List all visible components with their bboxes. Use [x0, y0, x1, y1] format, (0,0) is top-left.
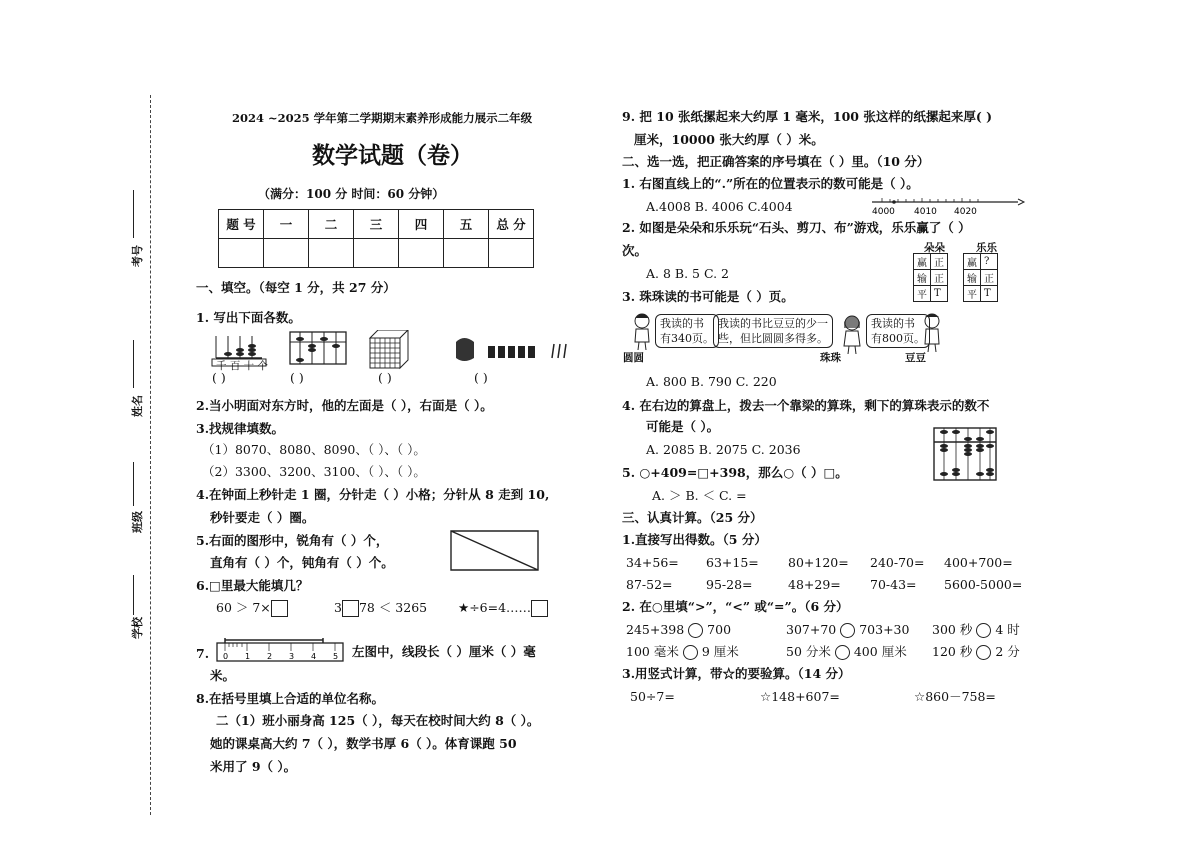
- ruler-label: 3: [289, 652, 295, 661]
- p1-q7-number: 7.: [196, 646, 210, 661]
- score-cell[interactable]: [219, 239, 264, 268]
- p1-q4a: 4.在钟面上秒针走 1 圈，分针走（ ）小格；分针从 8 走到 10,: [196, 487, 550, 502]
- triangle-figure: [448, 528, 544, 574]
- tally-cell: 正: [931, 254, 948, 270]
- ruler-figure: [215, 635, 347, 665]
- score-value-row: [219, 239, 534, 268]
- p1-q1: 1. 写出下面各数。: [196, 310, 301, 325]
- part2-heading: 二、选一选，把正确答案的序号填在（ ）里。（10 分）: [622, 154, 930, 169]
- p1-q8a: 二（1）班小丽身高 125（ ），每天在校时间大约 8（ ）。: [216, 713, 540, 728]
- ones-sticks-icon: [552, 344, 566, 358]
- score-cell[interactable]: [354, 239, 399, 268]
- q6a-text: 60 ＞ 7×: [216, 600, 271, 615]
- p1-q5b: 直角有（ ）个，钝角有（ ）个。: [210, 555, 394, 570]
- p1-q3: 3.找规律填数。: [196, 421, 285, 436]
- score-header-cell: 一: [264, 210, 309, 239]
- kid-name: 圆圆: [623, 352, 644, 364]
- q6c-text: ★÷6=4……: [458, 600, 532, 615]
- calc-item: 48+29=: [788, 577, 841, 592]
- tens-rods-icon: [488, 346, 535, 358]
- calc-item: 5600-5000=: [944, 577, 1023, 592]
- score-header-cell: 二: [309, 210, 354, 239]
- compare-left: 245+398: [626, 622, 685, 637]
- numline-label: 4010: [914, 207, 937, 217]
- p3-q1: 1.直接写出得数。（5 分）: [622, 532, 767, 547]
- p1-q8c: 米用了 9（ ）。: [210, 759, 297, 774]
- compare-right: 2 分: [995, 644, 1020, 659]
- p1-q6b: [334, 600, 427, 617]
- kid-name: 珠珠: [820, 352, 841, 364]
- kid-name: 豆豆: [905, 352, 926, 364]
- q6b-pre: 3: [334, 600, 342, 615]
- yuanyuan-kid-icon: [630, 312, 654, 352]
- compare-right: 703+30: [859, 622, 910, 637]
- tally-cell: 输: [964, 270, 981, 286]
- score-cell[interactable]: [264, 239, 309, 268]
- p2-q4a: 4. 在右边的算盘上，拨去一个靠梁的算珠，剩下的算珠表示的数不: [622, 398, 990, 413]
- zhuzhu-bubble: [713, 314, 833, 348]
- thousand-cube-icon: [370, 330, 408, 368]
- lele-name: 乐乐: [976, 242, 997, 254]
- ruler-label: 5: [333, 652, 339, 661]
- hundreds-blocks-icon: [456, 338, 474, 361]
- p1-q1-blank[interactable]: ( ): [212, 370, 226, 385]
- exam-meta: （满分：100 分 时间：60 分钟）: [258, 187, 445, 201]
- p2-q3-options: A. 800 B. 790 C. 220: [646, 374, 777, 389]
- number-line-figure: [868, 194, 1028, 218]
- compare-left: 300 秒: [932, 622, 973, 637]
- bubble-line: 些，但比圆圆多得多。: [718, 332, 828, 345]
- lele-tally-table: [963, 253, 998, 302]
- calc-item: 70-43=: [870, 577, 917, 592]
- bubble-line: 有800页。: [871, 332, 925, 345]
- compare-right: 400 厘米: [853, 644, 907, 659]
- vertical-calc-item: 50÷7=: [630, 689, 675, 704]
- calc-item: 80+120=: [788, 555, 849, 570]
- p1-q8b: 她的课桌高大约 7（ ），数学书厚 6（ ）。体育课跑 50: [210, 736, 517, 751]
- compare-item: [932, 644, 1020, 660]
- tally-cell: T: [981, 286, 998, 302]
- p2-q5-options: A. ＞ B. ＜ C. =: [652, 488, 747, 503]
- score-cell[interactable]: [444, 239, 489, 268]
- answer-box[interactable]: [342, 600, 359, 617]
- compare-circle[interactable]: [976, 645, 991, 660]
- doudou-kid-icon: [920, 312, 944, 354]
- p1-q1-blank[interactable]: ( ): [378, 370, 392, 385]
- tally-cell: 正: [981, 270, 998, 286]
- compare-circle[interactable]: [683, 645, 698, 660]
- p2-q1-options: A.4008 B. 4006 C.4004: [646, 199, 793, 214]
- tally-cell: 平: [914, 286, 931, 302]
- xuexiao-label: 学校: [131, 617, 144, 639]
- p1-q7-text2: 米。: [210, 668, 236, 683]
- exam-subtitle: 2024 ~2025 学年第二学期期末素养形成能力展示二年级: [232, 111, 533, 125]
- part3-heading: 三、认真计算。（25 分）: [622, 510, 763, 525]
- score-header-cell: 总 分: [489, 210, 534, 239]
- calc-item: 87-52=: [626, 577, 673, 592]
- numline-label: 4000: [872, 207, 895, 217]
- score-header-row: [219, 210, 534, 239]
- calc-item: 400+700=: [944, 555, 1013, 570]
- p1-q3a: （1）8070、8080、8090、（ ）、（ ）。: [202, 442, 426, 457]
- p2-q2b: 次。: [622, 243, 648, 258]
- score-cell[interactable]: [489, 239, 534, 268]
- score-cell[interactable]: [309, 239, 354, 268]
- p2-q2-options: A. 8 B. 5 C. 2: [646, 266, 729, 281]
- compare-item: [932, 622, 1020, 638]
- p1-q1-blank[interactable]: ( ): [474, 370, 488, 385]
- ruler-label: 2: [267, 652, 273, 661]
- calc-item: 63+15=: [706, 555, 759, 570]
- tally-cell: T: [931, 286, 948, 302]
- score-header-cell: 五: [444, 210, 489, 239]
- answer-box[interactable]: [531, 600, 548, 617]
- p2-q4b: 可能是（ ）。: [646, 419, 720, 434]
- vertical-calc-item: ☆860－758=: [914, 689, 996, 704]
- abacus-place-labels: 千 百 十 个: [216, 360, 269, 372]
- p2-q3: 3. 珠珠读的书可能是（ ）页。: [622, 289, 794, 304]
- banji-line: [133, 462, 134, 506]
- bubble-line: 有340页。: [660, 332, 714, 345]
- calc-item: 240-70=: [870, 555, 925, 570]
- p1-q4b: 秒针要走（ ）圈。: [210, 510, 315, 525]
- compare-left: 120 秒: [932, 644, 973, 659]
- bubble-line: 我读的书比豆豆的少一: [718, 317, 828, 330]
- score-header-cell: 题 号: [219, 210, 264, 239]
- abacus-icon: [290, 332, 346, 364]
- p1-q6: 6.□里最大能填几？: [196, 578, 309, 593]
- answer-box[interactable]: [271, 600, 288, 617]
- duoduo-tally-table: [913, 253, 948, 302]
- numline-label: 4020: [954, 207, 977, 217]
- part1-heading: 一、填空。（每空 1 分，共 27 分）: [196, 280, 396, 295]
- zhuzhu-kid-icon: [840, 314, 864, 356]
- yuanyuan-bubble: [655, 314, 719, 348]
- p3-q2: 2. 在○里填“>”，“<” 或“=”。（6 分）: [622, 599, 849, 614]
- score-table: [218, 209, 534, 268]
- tally-cell: 正: [931, 270, 948, 286]
- kaohao-label: 考号: [131, 245, 144, 267]
- p1-q1-blank[interactable]: ( ): [290, 370, 304, 385]
- compare-left: 50 分米: [786, 644, 831, 659]
- ruler-label: 1: [245, 652, 251, 661]
- compare-right: 4 时: [995, 622, 1020, 637]
- bubble-line: 我读的书: [871, 317, 915, 330]
- p1-q7-text: 左图中，线段长（ ）厘米（ ）毫: [352, 644, 536, 659]
- p1-q9a: 9. 把 10 张纸摞起来大约厚 1 毫米，100 张这样的纸摞起来厚( ): [622, 109, 993, 124]
- bubble-line: 我读的书: [660, 317, 704, 330]
- calc-item: 34+56=: [626, 555, 679, 570]
- p2-q2a: 2. 如图是朵朵和乐乐玩“石头、剪刀、布”游戏，乐乐赢了（ ）: [622, 220, 971, 235]
- p1-q3b: （2）3300、3200、3100、（ ）、（ ）。: [202, 464, 426, 479]
- compare-item: [786, 644, 907, 660]
- xingming-label: 姓名: [131, 395, 144, 417]
- score-cell[interactable]: [399, 239, 444, 268]
- p1-q8: 8.在括号里填上合适的单位名称。: [196, 691, 385, 706]
- q6b-post: 78 ＜ 3265: [358, 600, 428, 615]
- compare-item: [786, 622, 909, 638]
- ruler-label: 0: [223, 652, 229, 661]
- tally-cell: 平: [964, 286, 981, 302]
- calc-item: 95-28=: [706, 577, 753, 592]
- compare-item: [626, 644, 739, 660]
- tally-cell: ?: [981, 254, 998, 270]
- compare-circle[interactable]: [840, 623, 855, 638]
- tally-cell: 输: [914, 270, 931, 286]
- p2-q5: 5. ○+409=□+398，那么○（ ）□。: [622, 465, 848, 480]
- banji-label: 班级: [131, 511, 144, 533]
- p1-q9b: 厘米，10000 张大约厚（ ）米。: [634, 132, 824, 147]
- p3-q3: 3.用竖式计算，带☆的要验算。（14 分）: [622, 666, 851, 681]
- compare-left: 307+70: [786, 622, 837, 637]
- p2-q1: 1. 右图直线上的“.”所在的位置表示的数可能是（ ）。: [622, 176, 919, 191]
- compare-item: [626, 622, 731, 638]
- score-header-cell: 四: [399, 210, 444, 239]
- compare-circle[interactable]: [835, 645, 850, 660]
- p1-q6c: [458, 600, 548, 617]
- p2-q4-options: A. 2085 B. 2075 C. 2036: [646, 442, 801, 457]
- tally-cell: 赢: [914, 254, 931, 270]
- kaohao-line: [133, 190, 134, 238]
- p1-q2: 2.当小明面对东方时，他的左面是（ ），右面是（ ）。: [196, 398, 493, 413]
- compare-right: 700: [707, 622, 732, 637]
- page-title: 数学试题（卷）: [312, 142, 473, 169]
- compare-right: 9 厘米: [701, 644, 739, 659]
- vertical-calc-item: ☆148+607=: [760, 689, 840, 704]
- cut-line: [150, 95, 151, 815]
- xingming-line: [133, 340, 134, 388]
- ruler-label: 4: [311, 652, 317, 661]
- compare-circle[interactable]: [688, 623, 703, 638]
- tally-cell: 赢: [964, 254, 981, 270]
- abacus-icon: [932, 426, 998, 484]
- duoduo-name: 朵朵: [924, 242, 945, 254]
- compare-circle[interactable]: [976, 623, 991, 638]
- compare-left: 100 毫米: [626, 644, 679, 659]
- p1-q6a: [216, 600, 288, 617]
- score-header-cell: 三: [354, 210, 399, 239]
- p1-q5a: 5.右面的图形中，锐角有（ ）个，: [196, 533, 389, 548]
- xuexiao-line: [133, 575, 134, 615]
